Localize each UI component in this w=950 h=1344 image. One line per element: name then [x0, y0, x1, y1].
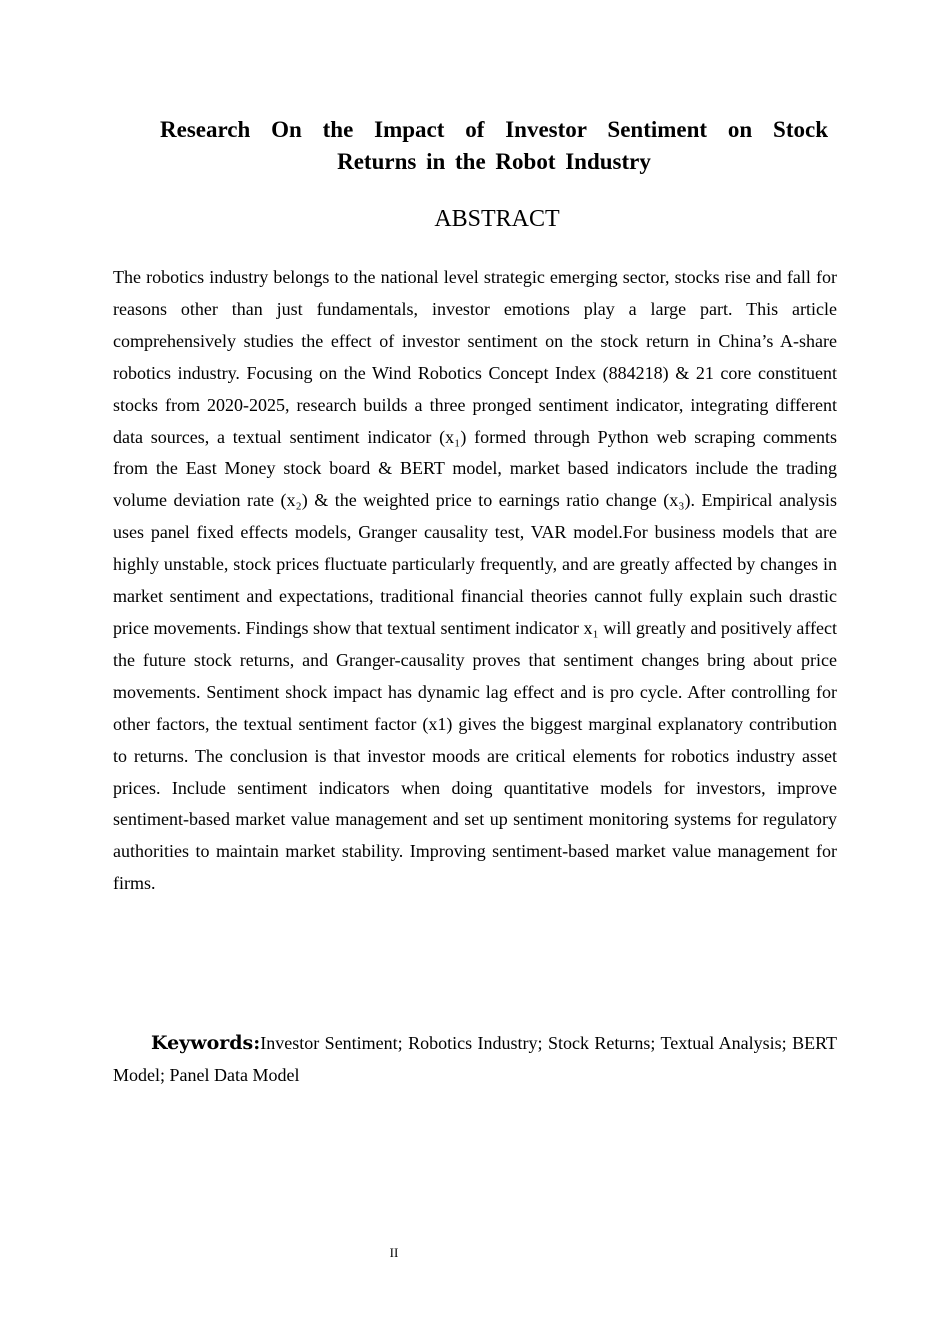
keywords-paragraph — [113, 1027, 837, 1091]
paper-title: Research On the Impact of Investor Sentiment on Stock Returns in the Robot Industry — [160, 117, 828, 174]
abstract-heading: ABSTRACT — [434, 206, 560, 232]
page-number: II — [389, 1245, 399, 1260]
abstract-body: The robotics industry belongs to the national level strategic emerging sector, stocks rise and fall for reasons other than just fundamentals, investor emotions play a large part. This article comprehensively studies the effect of investor sentiment on the stock return in China’s A-share robotics industry. Focusing on the Wind Robotics Concept Index (884218) & 21 core constituent stocks from 2020-2025, research builds a three pronged sentiment indicator, integrating different data sources, a textual sentiment indicator (x₁) formed through Python web scraping comments from the East Money stock board & BERT model, market based indicators include the trading volume deviation rate (x₂) & the weighted price to earnings ratio change (x₃). Empirical analysis uses panel fixed effects models, Granger causality test, VAR model.For business models that are highly unstable, stock prices fluctuate particularly frequently, and are greatly affected by changes in market sentiment and expectations, traditional financial theories cannot fully explain such drastic price movements. Findings show that textual sentiment indicator x₁ will greatly and positively affect the future stock returns, and Granger-causality proves that sentiment changes bring about price movements. Sentiment shock impact has dynamic lag effect and is pro cycle. After controlling for other factors, the textual sentiment factor (x1) gives the biggest marginal explanatory contribution to returns. The conclusion is that investor moods are critical elements for robotics industry asset prices. Include sentiment indicators when doing quantitative models for investors, improve sentiment-based market value management and set up sentiment monitoring systems for regulatory authorities to maintain market stability. Improving sentiment-based market value management for firms. — [113, 267, 837, 894]
keywords-label: Keywords: — [151, 1032, 261, 1054]
keywords-list: Investor Sentiment; Robotics Industry; Stock Returns; Textual Analysis; BERT Model; Panel Data Model — [113, 1033, 837, 1085]
